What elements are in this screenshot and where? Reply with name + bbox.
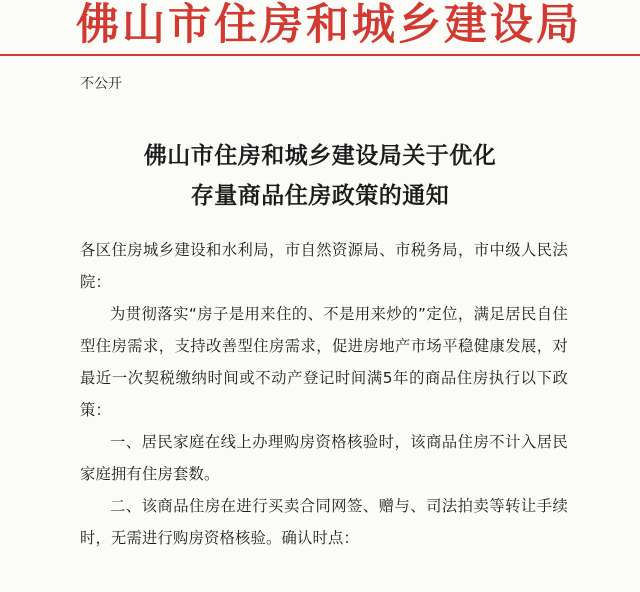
document-title-line-2: 存量商品住房政策的通知: [190, 182, 450, 209]
recipients-paragraph: 各区住房城乡建设和水利局，市自然资源局、市税务局，市中级人民法院：: [80, 241, 568, 291]
document-title-line-1: 佛山市住房和城乡建设局关于优化: [143, 142, 497, 169]
policy-item-2: 二、该商品住房在进行买卖合同网签、赠与、司法拍卖等转让手续时，无需进行购房资格核验。确认时点：: [80, 497, 568, 547]
classification-label: 不公开: [80, 76, 122, 92]
policy-item-1: 一、居民家庭在线上办理购房资格核验时，该商品住房不计入居民家庭拥有住房套数。: [80, 433, 568, 483]
document-title: [110, 136, 530, 216]
intro-paragraph: 为贯彻落实“房子是用来住的、不是用来炒的”定位，满足居民自住型住房需求，支持改善型住房需求，促进房地产市场平稳健康发展，对最近一次契税缴纳时间或不动产登记时间满5年的商品住房执行以下政策：: [80, 305, 568, 419]
document-body: [80, 234, 568, 554]
header-red-rule: [0, 54, 640, 56]
issuer-header: 佛山市住房和城乡建设局: [76, 0, 582, 50]
